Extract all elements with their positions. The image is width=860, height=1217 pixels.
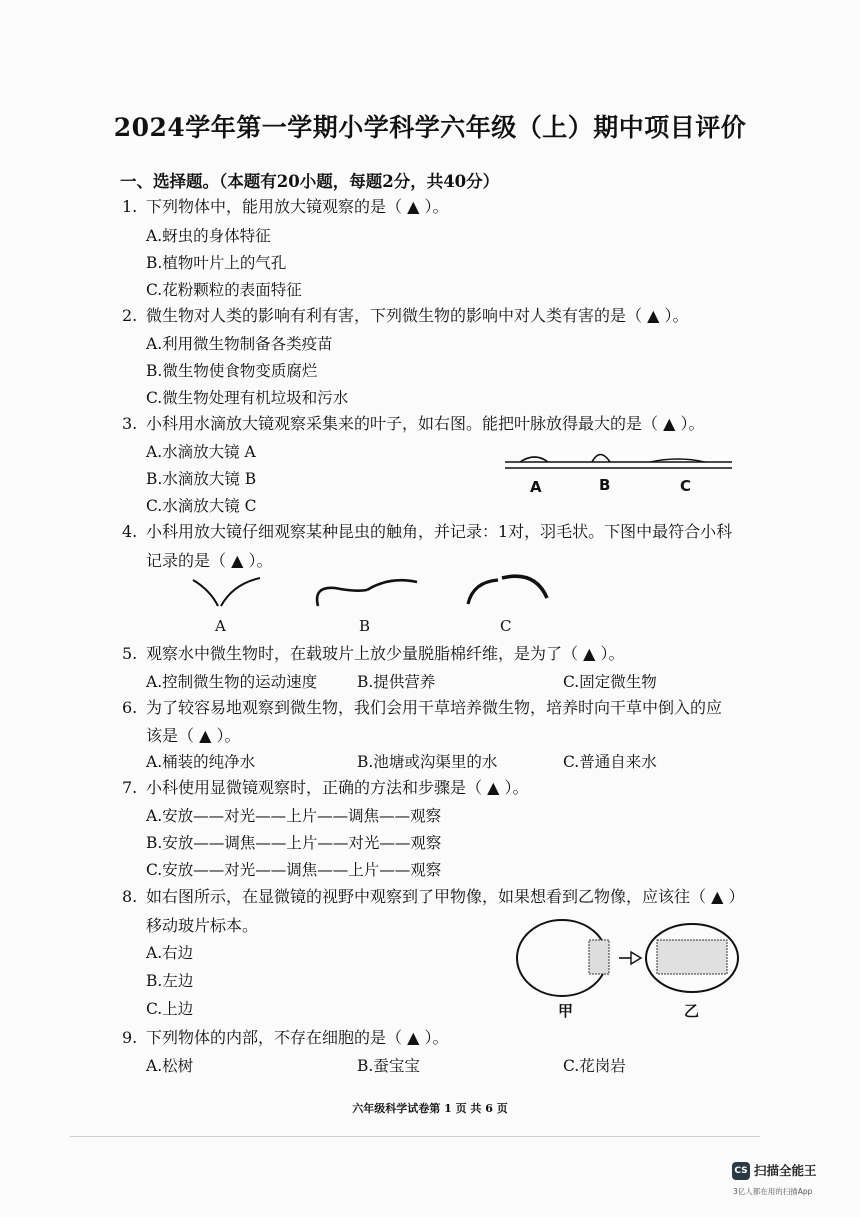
question-text-continued: 移动玻片标本。: [146, 916, 259, 935]
microscope-field-figure: [515, 918, 765, 998]
question-number: 5.: [122, 644, 138, 663]
option-a: A.桶装的纯净水: [146, 753, 256, 771]
figure-label-b: B: [599, 476, 611, 494]
question-text: 下列物体中，能用放大镜观察的是（ ▲ ）。: [146, 197, 449, 216]
figure-label-b: B: [359, 617, 371, 635]
question-number: 2.: [122, 306, 138, 325]
scanner-logo-icon: CS: [732, 1162, 750, 1180]
figure-label-jia: 甲: [558, 1002, 574, 1020]
scanner-tagline: 3亿人都在用的扫描App: [733, 1187, 813, 1196]
figure-label-c: C: [680, 477, 692, 495]
question-5: [122, 643, 762, 665]
divider: [70, 1136, 760, 1137]
option-b: B.安放——调焦——上片——对光——观察: [146, 834, 442, 852]
option-c: C.水滴放大镜 C: [146, 497, 257, 515]
option-b: B.微生物使食物变质腐烂: [146, 362, 318, 380]
question-text: 观察水中微生物时，在载玻片上放少量脱脂棉纤维，是为了（ ▲ ）。: [146, 644, 625, 663]
question-number: 6.: [122, 698, 138, 717]
option-c: C.花粉颗粒的表面特征: [146, 281, 302, 299]
question-text: 为了较容易地观察到微生物，我们会用干草培养微生物，培养时向干草中倒入的应: [146, 698, 723, 717]
question-text: 微生物对人类的影响有利有害，下列微生物的影响中对人类有害的是（ ▲ ）。: [146, 306, 689, 325]
figure-label-a: A: [530, 478, 542, 496]
question-number: 1.: [122, 197, 138, 216]
question-text: 小科用水滴放大镜观察采集来的叶子，如右图。能把叶脉放得最大的是（ ▲ ）。: [146, 414, 705, 433]
option-b: B.水滴放大镜 B: [146, 470, 257, 488]
page-title: 2024学年第一学期小学科学六年级（上）期中项目评价: [113, 113, 747, 142]
question-2: [122, 305, 762, 327]
option-a: A.控制微生物的运动速度: [146, 673, 318, 691]
scanner-brand: 扫描全能王: [754, 1163, 817, 1178]
question-text: 下列物体的内部，不存在细胞的是（ ▲ ）。: [146, 1028, 449, 1047]
question-4: [122, 521, 762, 543]
question-text: 小科用放大镜仔细观察某种昆虫的触角，并记录：1对，羽毛状。下图中最符合小科: [146, 522, 733, 541]
option-c: C.微生物处理有机垃圾和污水: [146, 389, 349, 407]
question-3: [122, 413, 762, 435]
question-6: [122, 697, 762, 719]
antenna-figure: [185, 568, 565, 618]
question-9: [122, 1027, 762, 1049]
section-heading: 一、选择题。（本题有20小题，每题2分，共40分）: [120, 172, 500, 191]
figure-label-c: C: [500, 617, 512, 635]
option-a: A.安放——对光——上片——调焦——观察: [146, 807, 442, 825]
question-number: 4.: [122, 522, 138, 541]
option-c: C.上边: [146, 1000, 194, 1018]
option-a: A.蚜虫的身体特征: [146, 227, 271, 245]
option-c: C.花岗岩: [563, 1057, 626, 1075]
figure-label-yi: 乙: [684, 1002, 700, 1020]
option-b: B.提供营养: [357, 673, 436, 691]
question-text: 小科使用显微镜观察时，正确的方法和步骤是（ ▲ ）。: [146, 778, 529, 797]
option-c: C.安放——对光——调焦——上片——观察: [146, 861, 442, 879]
option-a: A.右边: [146, 944, 194, 962]
question-text: 如右图所示，在显微镜的视野中观察到了甲物像，如果想看到乙物像，应该往（ ▲ ）: [146, 887, 745, 906]
question-1: [122, 196, 762, 218]
option-b: B.植物叶片上的气孔: [146, 254, 287, 272]
question-text-continued: 该是（ ▲ ）。: [146, 726, 241, 745]
question-8: [122, 886, 772, 908]
page-footer: 六年级科学试卷第 1 页 共 6 页: [352, 1102, 508, 1115]
option-a: A.利用微生物制备各类疫苗: [146, 335, 333, 353]
option-b: B.蚕宝宝: [357, 1057, 420, 1075]
option-a: A.水滴放大镜 A: [146, 443, 256, 461]
option-c: C.固定微生物: [563, 673, 657, 691]
figure-label-a: A: [215, 617, 226, 635]
option-c: C.普通自来水: [563, 753, 657, 771]
question-text-continued: 记录的是（ ▲ ）。: [146, 551, 273, 570]
question-number: 8.: [122, 887, 138, 906]
question-7: [122, 777, 762, 799]
question-number: 9.: [122, 1028, 138, 1047]
option-b: B.左边: [146, 972, 194, 990]
question-number: 7.: [122, 778, 138, 797]
question-number: 3.: [122, 414, 138, 433]
option-b: B.池塘或沟渠里的水: [357, 753, 498, 771]
option-a: A.松树: [146, 1057, 194, 1075]
